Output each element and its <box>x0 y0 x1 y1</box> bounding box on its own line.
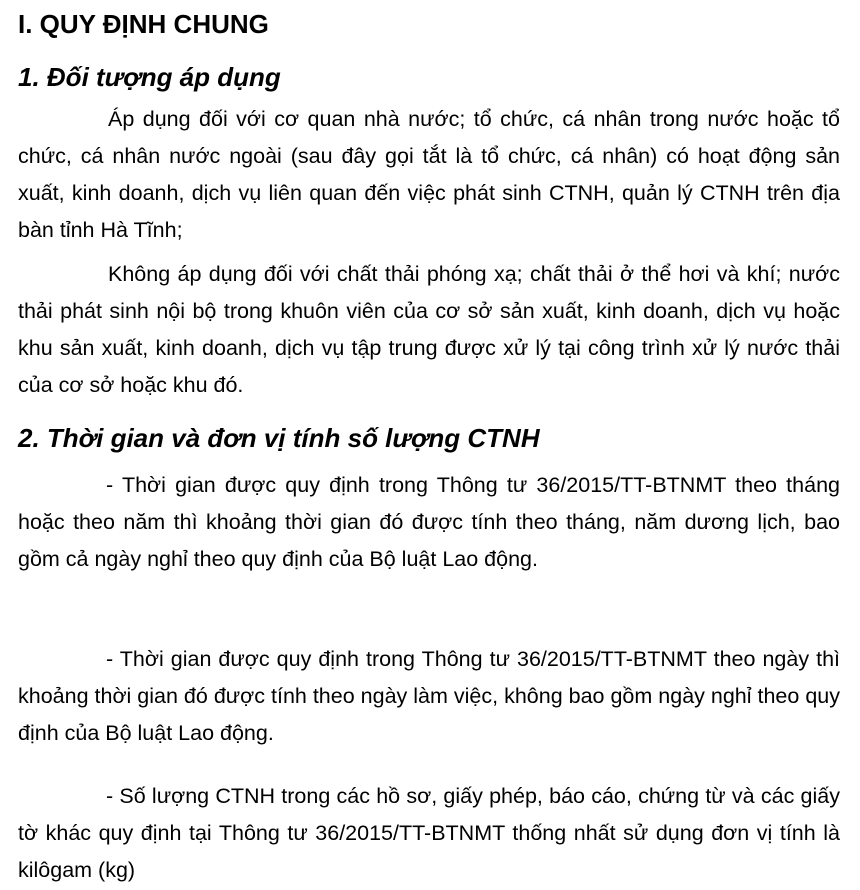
paragraph-time-by-month-year: - Thời gian được quy định trong Thông tư 36/2015/TT-BTNMT theo tháng hoặc theo năm thì khoảng thời gian đó được tính theo tháng, năm dương lịch, bao gồm cả ngày nghỉ theo quy định của Bộ luật Lao động. <box>18 473 840 571</box>
paragraph-quantity-unit: - Số lượng CTNH trong các hồ sơ, giấy phép, báo cáo, chứng từ và các giấy tờ khác quy định tại Thông tư 36/2015/TT-BTNMT thống nhất sử dụng đơn vị tính là kilôgam (kg) <box>18 784 840 882</box>
subsection-2-heading: 2. Thời gian và đơn vị tính số lượng CTNH <box>18 423 540 453</box>
section-heading: I. QUY ĐỊNH CHUNG <box>18 9 269 39</box>
paragraph-time-by-day: - Thời gian được quy định trong Thông tư 36/2015/TT-BTNMT theo ngày thì khoảng thời gian đó được tính theo ngày làm việc, không bao gồm ngày nghỉ theo quy định của Bộ luật Lao động. <box>18 647 840 745</box>
subsection-1-heading: 1. Đối tượng áp dụng <box>18 62 281 92</box>
paragraph-applicable-scope: Áp dụng đối với cơ quan nhà nước; tổ chức, cá nhân trong nước hoặc tổ chức, cá nhân nước ngoài (sau đây gọi tắt là tổ chức, cá nhân) có hoạt động sản xuất, kinh doanh, dịch vụ liên quan đến việc phát sinh CTNH, quản lý CTNH trên địa bàn tỉnh Hà Tĩnh; <box>18 107 840 242</box>
paragraph-non-applicable-scope: Không áp dụng đối với chất thải phóng xạ; chất thải ở thể hơi và khí; nước thải phát sinh nội bộ trong khuôn viên của cơ sở sản xuất, kinh doanh, dịch vụ hoặc khu sản xuất, kinh doanh, dịch vụ tập trung được xử lý tại công trình xử lý nước thải của cơ sở hoặc khu đó. <box>18 262 840 397</box>
